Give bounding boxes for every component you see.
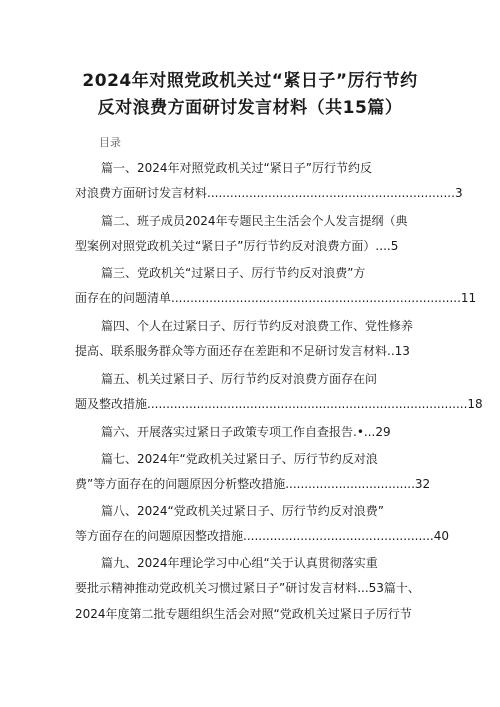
toc-entry-line[interactable]: 型案例对照党政机关过“紧日子”厉行节约反对浪费方面）....5 (75, 239, 399, 253)
document-title-line-2: 反对浪费方面研讨发言材料（共15篇） (97, 98, 403, 118)
toc-entry-line[interactable]: 提高、联系服务群众等方面还存在差距和不足研讨发言材料..13 (75, 344, 410, 358)
toc-entry-line[interactable]: 篇四、个人在过紧日子、厉行节约反对浪费工作、党性修养 (101, 319, 414, 333)
toc-entry-line[interactable]: 篇九、2024年理论学习中心组“关于认真贯彻落实重 (101, 556, 378, 570)
toc-entry-line[interactable]: 等方面存在的问题原因整改措施..................................................40 (75, 529, 449, 543)
toc-entry-line[interactable]: 篇二、班子成员2024年专题民主生活会个人发言提纲（典 (101, 214, 408, 228)
toc-entry-line[interactable]: 面存在的问题清单............................................................................11 (75, 291, 477, 305)
document-title-line-1: 2024年对照党政机关过“紧日子”厉行节约 (82, 71, 418, 91)
toc-entry-line[interactable]: 篇五、机关过紧日子、厉行节约反对浪费方面存在问 (101, 372, 378, 386)
toc-entry-line[interactable]: 要批示精神推动党政机关习惯过紧日子”研讨发言材料...53篇十、 (75, 581, 420, 595)
toc-heading: 目录 (99, 136, 121, 149)
toc-entry-line[interactable]: 篇三、党政机关“过紧日子、厉行节约反对浪费”方 (101, 266, 366, 280)
toc-entry-line[interactable]: 对浪费方面研讨发言材料.................................................................3 (75, 186, 463, 200)
toc-entry-line[interactable]: 篇六、开展落实过紧日子政策专项工作自查报告.•...29 (101, 425, 391, 439)
toc-entry-line[interactable]: 费”等方面存在的问题原因分析整改措施..................................32 (75, 477, 431, 491)
toc-entry-line[interactable]: 篇一、2024年对照党政机关过“紧日子”厉行节约反 (101, 161, 372, 175)
toc-entry-line[interactable]: 篇八、2024“党政机关过紧日子、厉行节约反对浪费” (101, 504, 384, 518)
toc-entry-line[interactable]: 题及整改措施....................................................................................18 (75, 397, 483, 411)
toc-entry-line[interactable]: 篇七、2024年“党政机关过紧日子、厉行节约反对浪 (101, 452, 378, 466)
toc-entry-line[interactable]: 2024年度第二批专题组织生活会对照“党政机关过紧日子厉行节 (75, 607, 412, 621)
